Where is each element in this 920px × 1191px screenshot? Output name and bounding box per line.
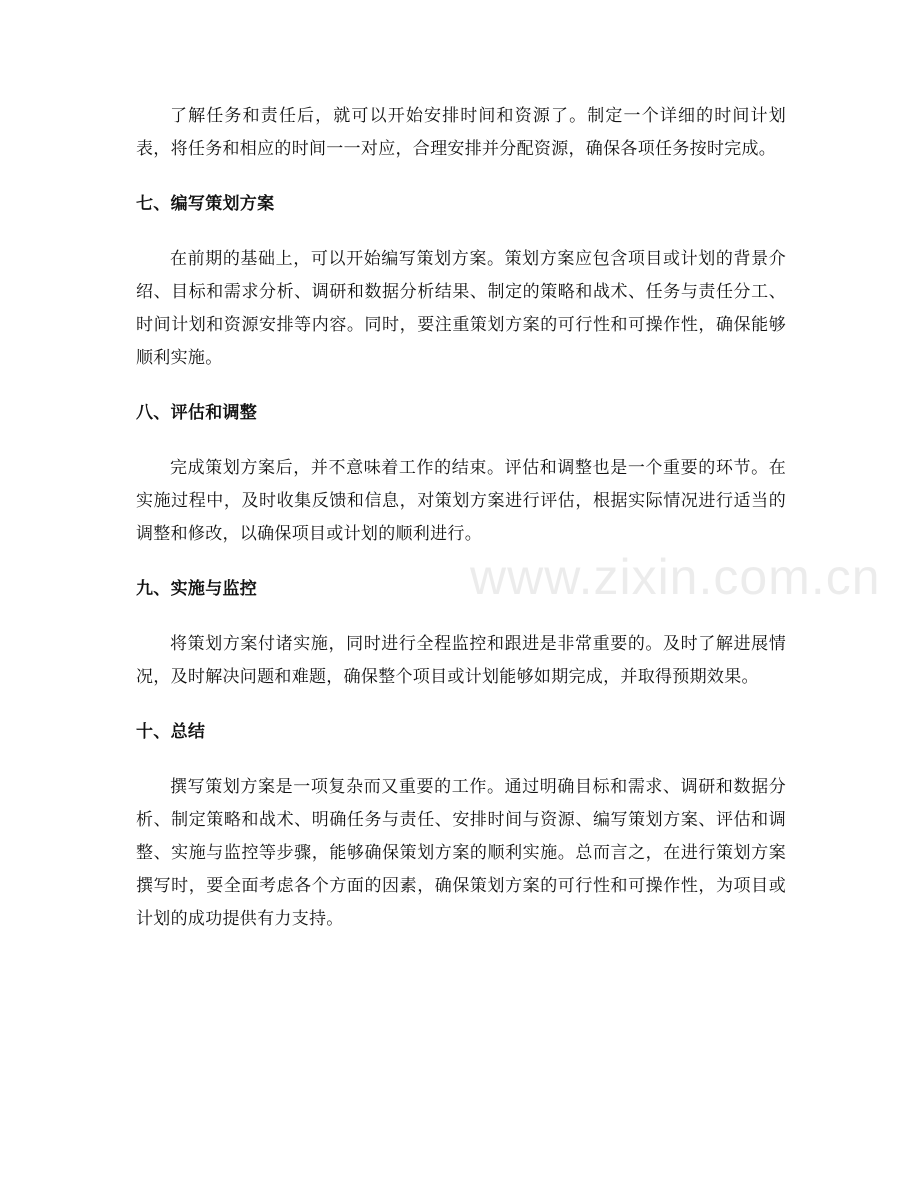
document-body <box>136 100 786 936</box>
spacer <box>136 694 786 716</box>
paragraph-implement-monitor: 将策划方案付诸实施，同时进行全程监控和跟进是非常重要的。及时了解进展情况，及时解决问题和难题，确保整个项目或计划能够如期完成，并取得预期效果。 <box>136 634 786 687</box>
spacer <box>136 749 786 771</box>
spacer <box>136 375 786 397</box>
paragraph-evaluate-adjust: 完成策划方案后，并不意味着工作的结束。评估和调整也是一个重要的环节。在实施过程中，及时收集反馈和信息，对策划方案进行评估，根据实际情况进行适当的调整和修改，以确保项目或计划的顺利进行。 <box>136 458 786 544</box>
section-heading-8: 八、评估和调整 <box>136 403 258 423</box>
watermark: www.zixin.com.cn <box>470 549 881 605</box>
spacer <box>136 606 786 628</box>
spacer <box>136 221 786 243</box>
paragraph-summary: 撰写策划方案是一项复杂而又重要的工作。通过明确目标和需求、调研和数据分析、制定策略和战术、明确任务与责任、安排时间与资源、编写策划方案、评估和调整、实施与监控等步骤，能够确保策划方案的顺利实施。总而言之，在进行策划方案撰写时，要全面考虑各个方面的因素，确保策划方案的可行性和可操作性，为项目或计划的成功提供有力支持。 <box>136 777 786 929</box>
spacer <box>136 430 786 452</box>
spacer <box>136 551 786 573</box>
paragraph-time-resources: 了解任务和责任后，就可以开始安排时间和资源了。制定一个详细的时间计划表，将任务和相应的时间一一对应，合理安排并分配资源，确保各项任务按时完成。 <box>136 106 786 159</box>
section-heading-9: 九、实施与监控 <box>136 579 258 599</box>
section-heading-7: 七、编写策划方案 <box>136 194 275 214</box>
paragraph-write-plan: 在前期的基础上，可以开始编写策划方案。策划方案应包含项目或计划的背景介绍、目标和需求分析、调研和数据分析结果、制定的策略和战术、任务与责任分工、时间计划和资源安排等内容。同时，要注重策划方案的可行性和可操作性，确保能够顺利实施。 <box>136 249 786 368</box>
section-heading-10: 十、总结 <box>136 722 206 742</box>
spacer <box>136 166 786 188</box>
